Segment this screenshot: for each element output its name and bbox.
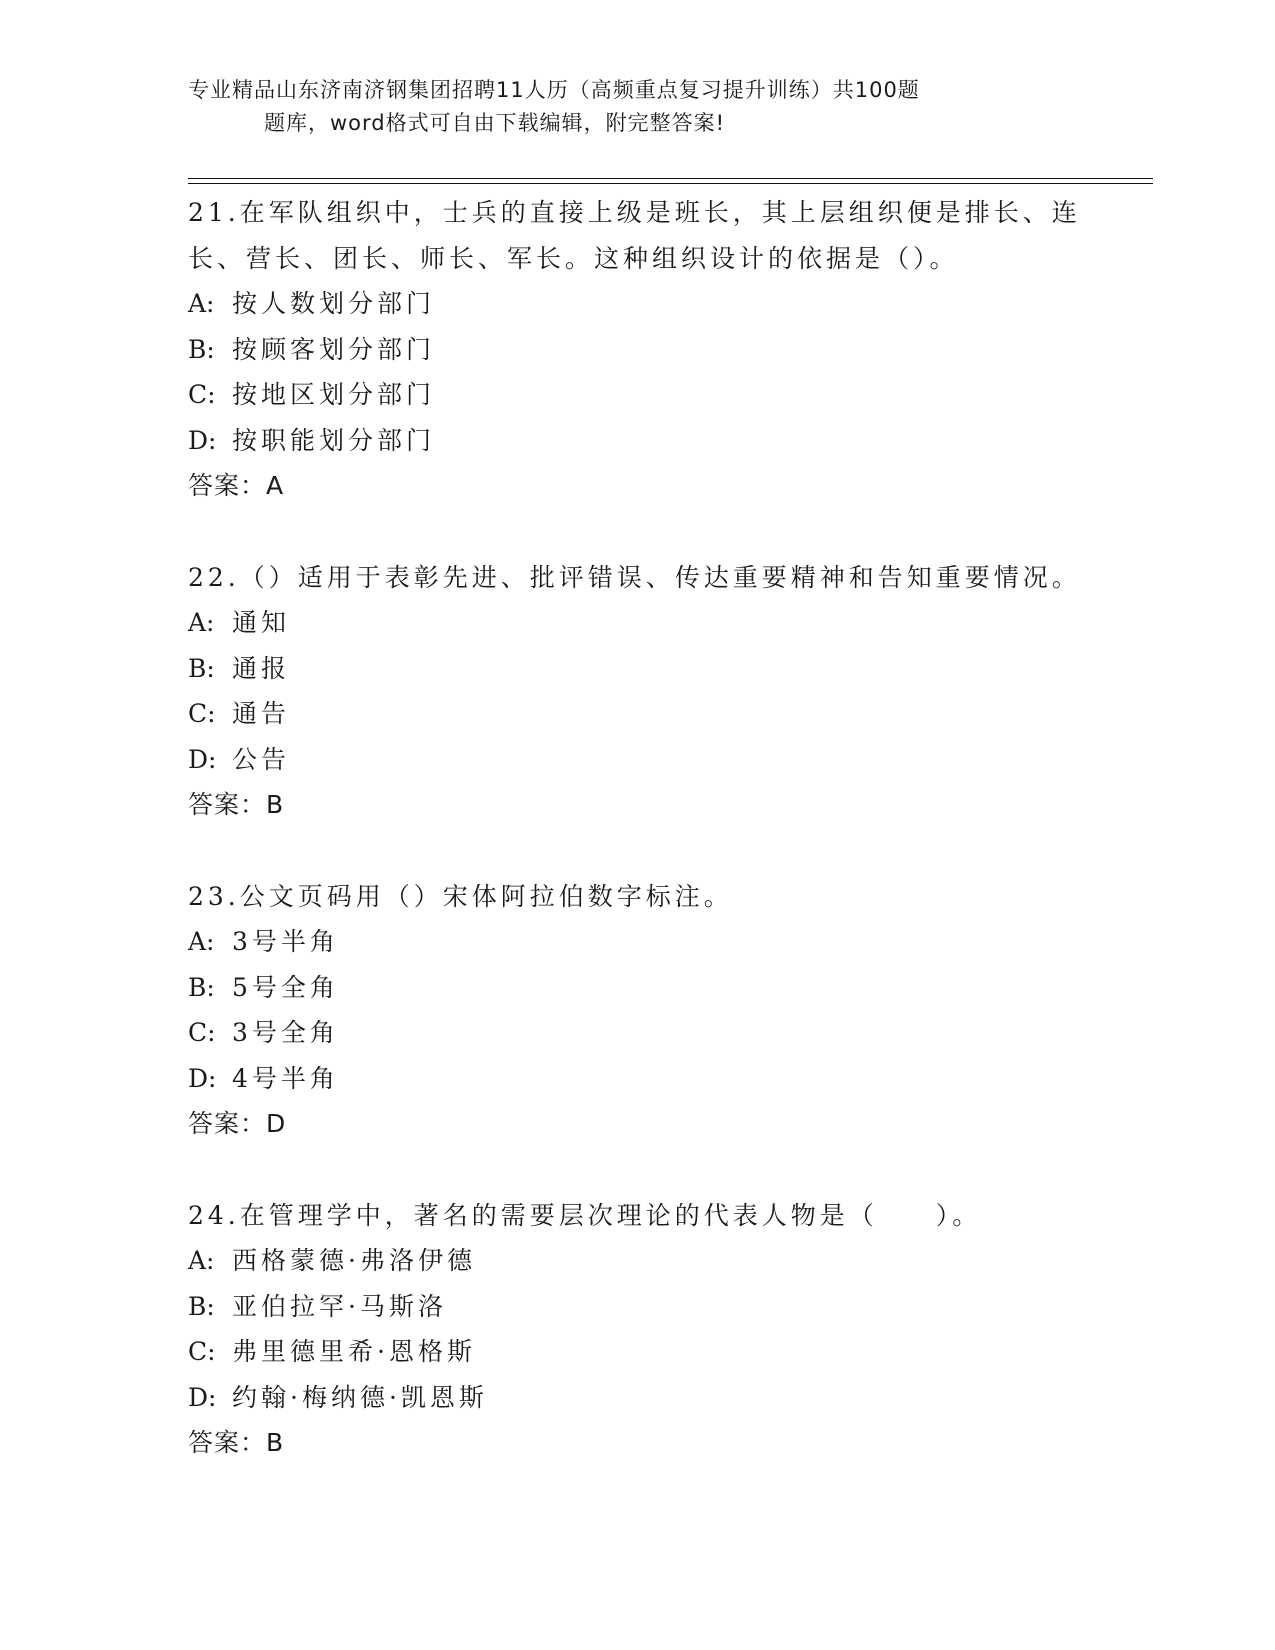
- question-stem: 23.公文页码用（）宋体阿拉伯数字标注。: [188, 881, 733, 911]
- option-d: [188, 737, 1108, 783]
- option-text: 按地区划分部门: [232, 380, 436, 409]
- option-letter: A:: [188, 1246, 215, 1275]
- header-title-line-1: 专业精品山东济南济钢集团招聘11人历（高频重点复习提升训练）共100题: [188, 78, 920, 102]
- option-letter: D:: [188, 1382, 217, 1412]
- option-d: [188, 418, 1108, 464]
- option-letter: B:: [188, 972, 215, 1002]
- option-text: 约翰·梅纳德·凯恩斯: [232, 1382, 488, 1412]
- option-a: [188, 919, 1108, 965]
- option-b: [188, 646, 1108, 692]
- option-d: [188, 1056, 1108, 1102]
- option-c: [188, 1329, 1108, 1375]
- option-letter: A:: [188, 927, 215, 956]
- header-divider-bottom: [188, 183, 1153, 184]
- option-text: 按顾客划分部门: [232, 334, 436, 364]
- option-text: 西格蒙德·弗洛伊德: [232, 1246, 476, 1275]
- option-letter: B:: [188, 653, 215, 683]
- option-text: 3号半角: [232, 927, 339, 956]
- option-text: 按职能划分部门: [232, 425, 436, 455]
- option-letter: A:: [188, 289, 215, 318]
- option-text: 5号全角: [232, 972, 339, 1002]
- option-letter: C:: [188, 380, 216, 409]
- question-24: [188, 1193, 1108, 1466]
- option-letter: D:: [188, 744, 217, 774]
- option-text: 弗里德里希·恩格斯: [232, 1337, 476, 1366]
- option-text: 公告: [232, 744, 291, 774]
- option-letter: D:: [188, 1063, 217, 1093]
- option-letter: D:: [188, 425, 217, 455]
- option-d: [188, 1375, 1108, 1421]
- option-a: [188, 1238, 1108, 1284]
- answer-line: 答案：B: [188, 790, 285, 819]
- option-text: 通知: [232, 608, 291, 637]
- option-text: 3号全角: [232, 1018, 339, 1047]
- option-letter: C:: [188, 1337, 216, 1366]
- option-b: [188, 327, 1108, 373]
- answer-line: 答案：A: [188, 471, 285, 500]
- option-text: 亚伯拉罕·马斯洛: [232, 1291, 447, 1321]
- question-21: [188, 190, 1108, 509]
- option-c: [188, 372, 1108, 418]
- option-text: 通报: [232, 653, 291, 683]
- question-22: [188, 555, 1108, 828]
- option-letter: B:: [188, 334, 215, 364]
- option-a: [188, 600, 1108, 646]
- option-text: 通告: [232, 699, 291, 728]
- answer-line: 答案：B: [188, 1428, 285, 1457]
- option-a: [188, 281, 1108, 327]
- option-letter: C:: [188, 699, 216, 728]
- question-stem: 24.在管理学中，著名的需要层次理论的代表人物是（ ）。: [188, 1200, 982, 1230]
- option-letter: A:: [188, 608, 215, 637]
- question-list: [188, 190, 1108, 1512]
- option-letter: C:: [188, 1018, 216, 1047]
- option-text: 4号半角: [232, 1063, 339, 1093]
- header-divider-top: [188, 178, 1153, 179]
- option-text: 按人数划分部门: [232, 289, 436, 318]
- answer-line: 答案：D: [188, 1109, 287, 1138]
- header-title-line-2: 题库，word格式可自由下载编辑，附完整答案!: [264, 111, 726, 135]
- question-23: [188, 874, 1108, 1147]
- option-b: [188, 1284, 1108, 1330]
- option-letter: B:: [188, 1291, 215, 1321]
- question-stem: 21.在军队组织中，士兵的直接上级是班长，其上层组织便是排长、连长、营长、团长、师长、军长。这种组织设计的依据是（）。: [188, 198, 1081, 273]
- option-b: [188, 965, 1108, 1011]
- option-c: [188, 1010, 1108, 1056]
- option-c: [188, 691, 1108, 737]
- question-stem: 22.（）适用于表彰先进、批评错误、传达重要精神和告知重要情况。: [188, 562, 1081, 592]
- document-header: [188, 74, 1088, 140]
